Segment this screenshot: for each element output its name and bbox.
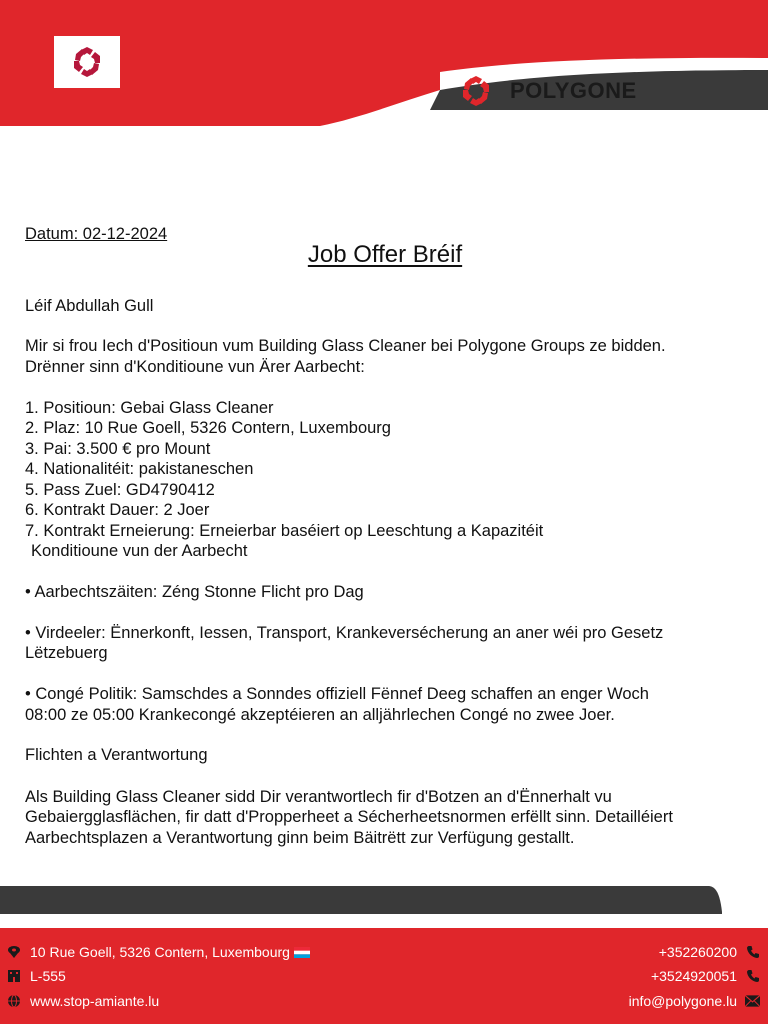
duties-line-2: Gebaiergglasflächen, fir datt d'Propperheet a Sécherheetsnormen erfëllt sinn. Detailléiert: [25, 808, 673, 826]
greeting: Léif Abdullah Gull: [25, 297, 154, 315]
intro-line-1: Mir si frou Iech d'Positioun vum Building Glass Cleaner bei Polygone Groups ze bidden.: [25, 337, 666, 355]
polygon-brand-icon: [454, 73, 498, 109]
term-item: 4. Nationalitéit: pakistaneschen: [25, 460, 254, 478]
phone-icon: [745, 969, 760, 984]
company-logo: [54, 36, 120, 88]
duties-line-1: Als Building Glass Cleaner sidd Dir verantwortlech fir d'Botzen an d'Ënnerhalt vu: [25, 788, 612, 806]
luxembourg-flag-icon: [294, 947, 310, 958]
phone-icon: [745, 945, 760, 960]
duties-line-3: Aarbechtsplazen a Verantwortung ginn beim Bäitrëtt zur Verfügung gestallt.: [25, 829, 575, 847]
intro-line-2: Drënner sinn d'Konditioune vun Ärer Aarbecht:: [25, 358, 365, 376]
email-link[interactable]: info@polygone.lu: [628, 993, 737, 1009]
location-pin-icon: [6, 945, 21, 960]
term-item: 5. Pass Zuel: GD4790412: [25, 481, 215, 499]
footer-accent: [0, 884, 768, 928]
leave-policy-line-1: • Congé Politik: Samschdes a Sonndes offiziell Fënnef Deeg schaffen an enger Woch: [25, 685, 649, 703]
brand-lockup: [454, 71, 637, 111]
footer-email[interactable]: [629, 993, 760, 1009]
duties-heading: Flichten a Verantwortung: [25, 746, 208, 764]
brand-name: POLYGONE: [510, 78, 637, 103]
address-text: 10 Rue Goell, 5326 Contern, Luxembourg: [30, 944, 290, 960]
phone-1-text[interactable]: +352260200: [658, 944, 737, 960]
postal-text: L-555: [30, 968, 66, 984]
term-item: 3. Pai: 3.500 € pro Mount: [25, 440, 211, 458]
website-link[interactable]: www.stop-amiante.lu: [30, 993, 160, 1009]
leave-policy-line-2: 08:00 ze 05:00 Krankecongé akzeptéieren an alljährlechen Congé no zwee Joer.: [25, 706, 615, 724]
footer-website[interactable]: [6, 993, 159, 1009]
term-item: 6. Kontrakt Dauer: 2 Joer: [25, 501, 210, 519]
mail-icon: [745, 994, 760, 1009]
benefits-line-1: • Virdeeler: Ënnerkonft, Iessen, Transport, Krankeversécherung an aner wéi pro Gesetz: [25, 624, 664, 642]
footer-phone-2[interactable]: [651, 968, 760, 984]
letter-title: [25, 241, 745, 268]
footer-postal: [6, 968, 66, 984]
term-item: 1. Positioun: Gebai Glass Cleaner: [25, 399, 274, 417]
letter-date: Datum: 02-12-2024: [25, 225, 168, 243]
globe-icon: [6, 994, 21, 1009]
polygon-logo-icon: [69, 44, 105, 80]
footer-phone-1[interactable]: [659, 944, 760, 960]
footer-address: [6, 944, 310, 960]
building-icon: [6, 969, 21, 984]
letter-title-text: Job Offer Bréif: [307, 241, 463, 268]
working-hours: • Aarbechtszäiten: Zéng Stonne Flicht pro Dag: [25, 583, 364, 601]
term-item: 2. Plaz: 10 Rue Goell, 5326 Contern, Luxembourg: [25, 419, 391, 437]
term-continuation: Konditioune vun der Aarbecht: [31, 542, 248, 560]
benefits-line-2: Lëtzebuerg: [25, 644, 108, 662]
term-item: 7. Kontrakt Erneierung: Erneierbar baséiert op Leeschtung a Kapazitéit: [25, 522, 544, 540]
phone-2-text[interactable]: +3524920051: [650, 968, 737, 984]
